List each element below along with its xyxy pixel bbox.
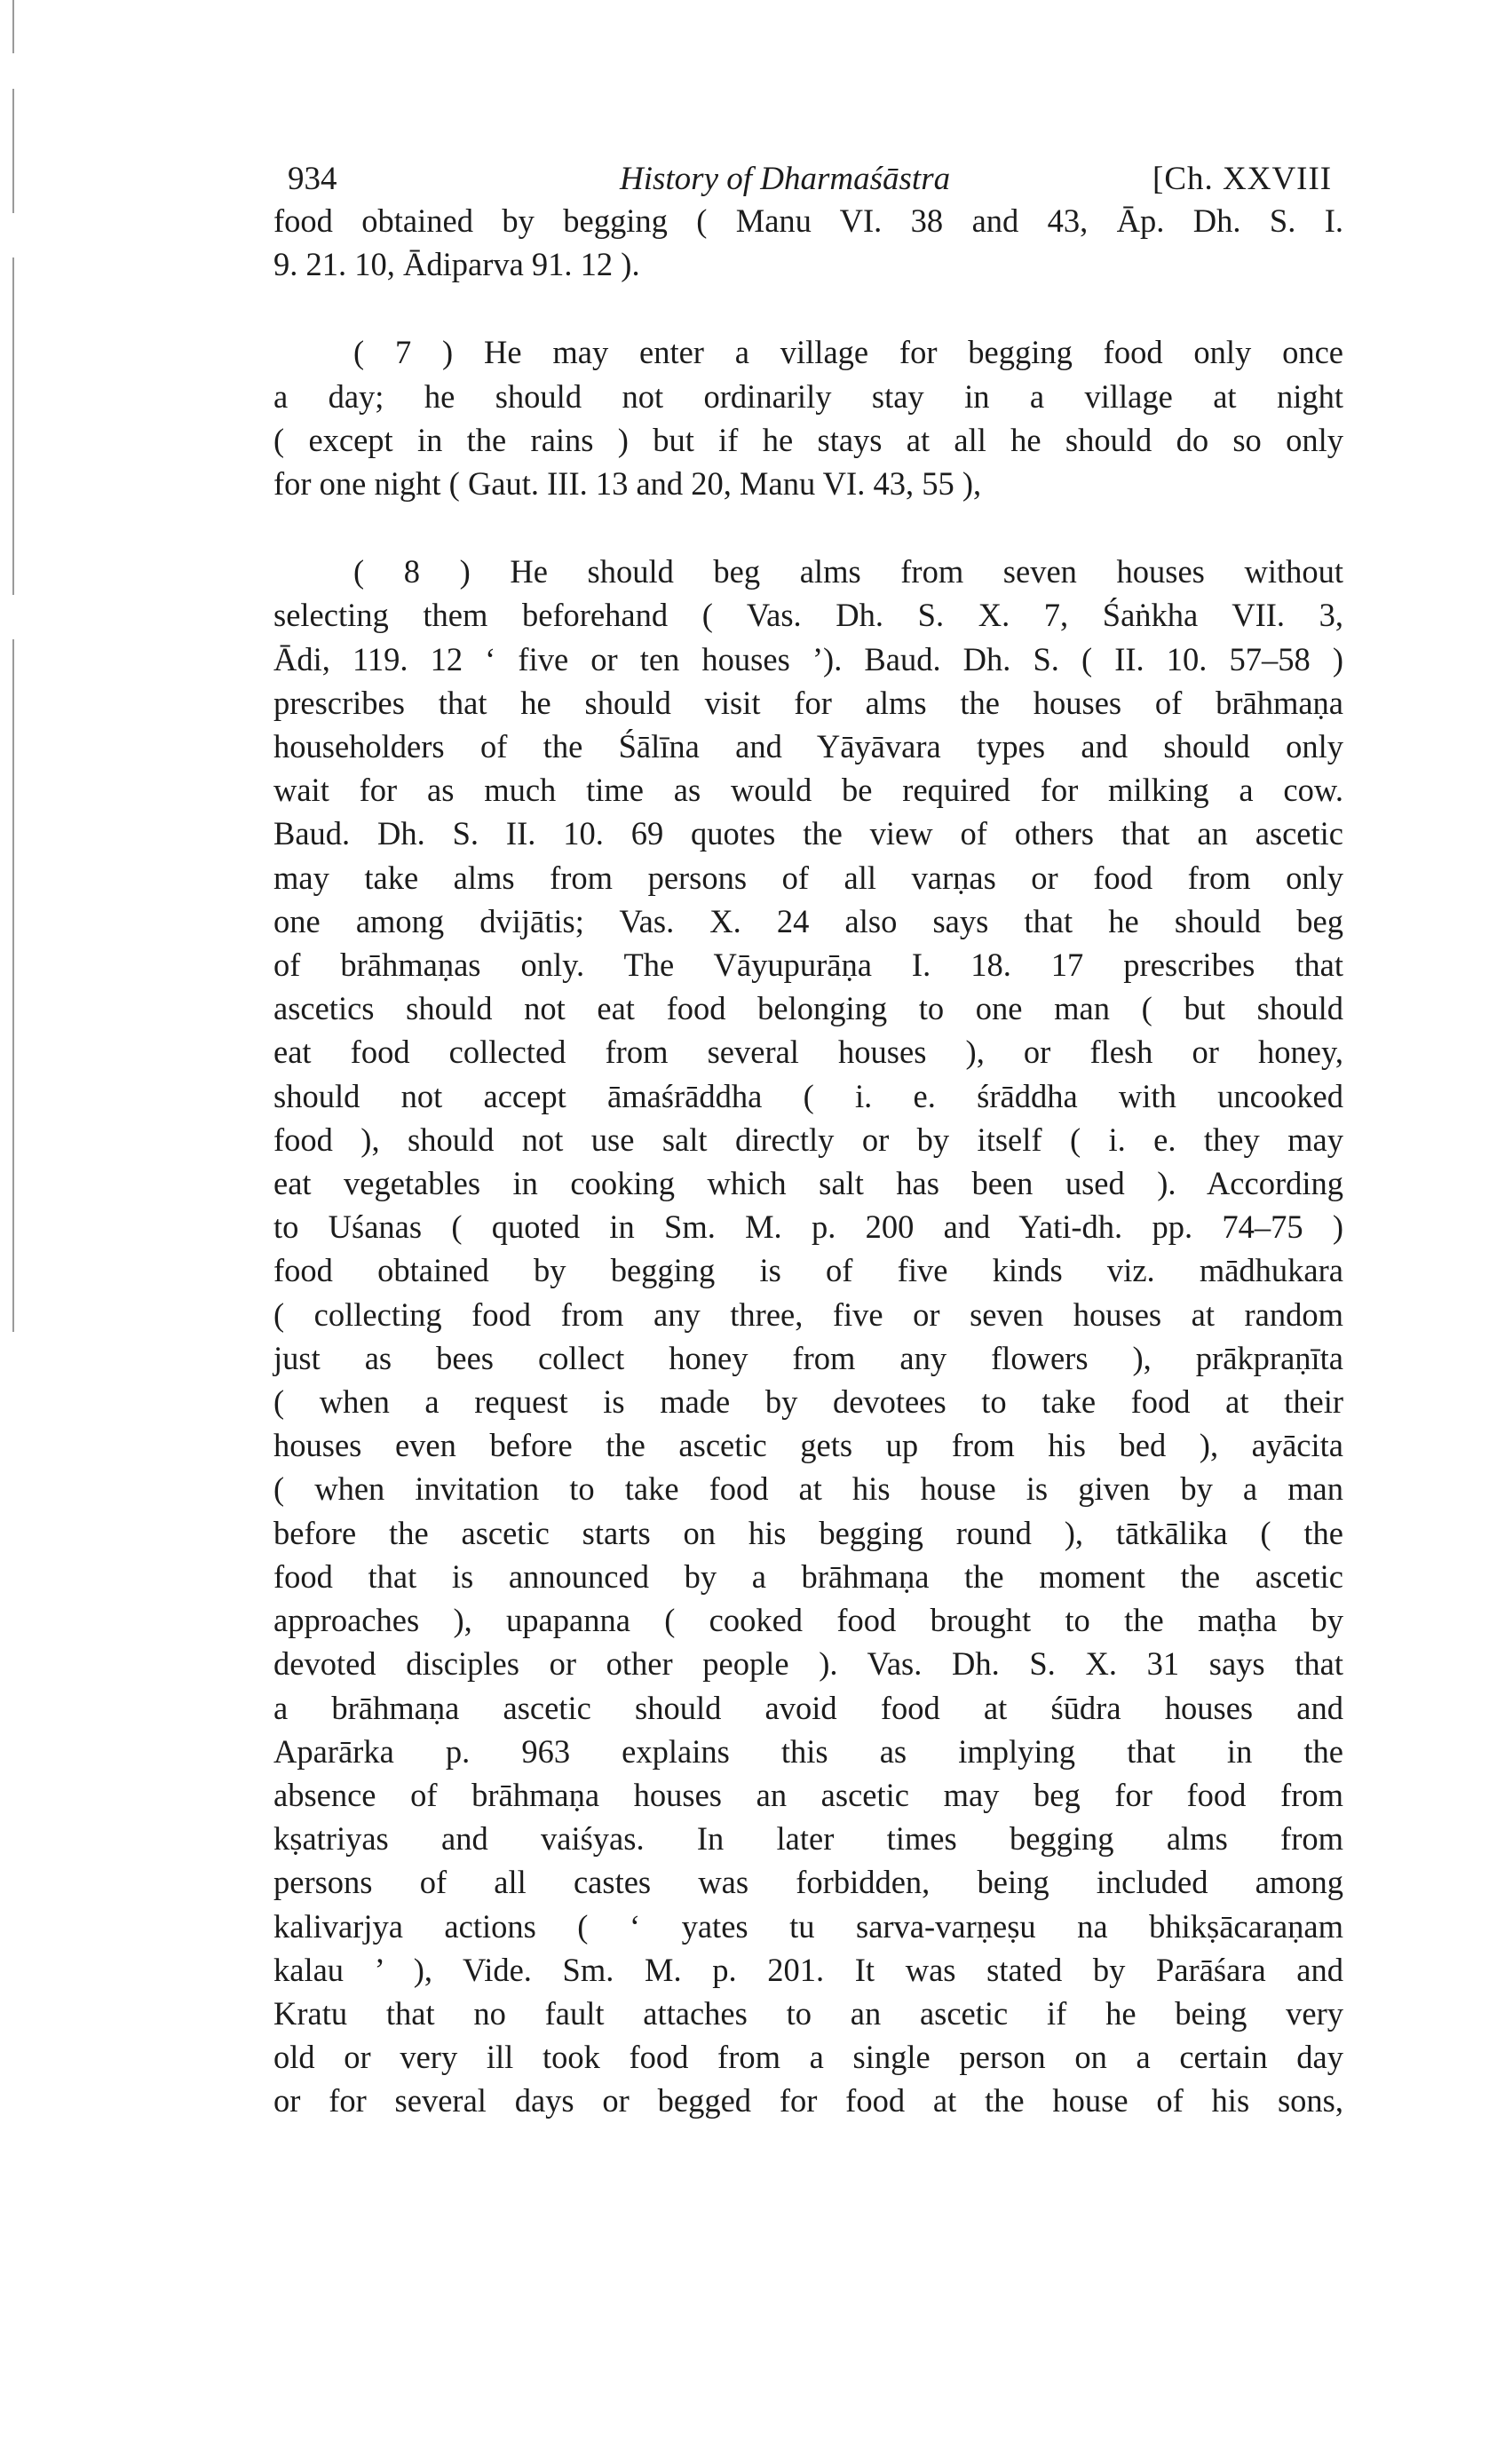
text-line: Kratu that no fault attaches to an ascetic if he being very	[273, 1994, 1343, 2032]
text-line: kalau ’ ), Vide. Sm. M. p. 201. It was stated by Parāśara and	[273, 1951, 1343, 1988]
text-line: persons of all castes was forbidden, being included among	[273, 1864, 1343, 1901]
text-line: selecting them beforehand ( Vas. Dh. S. X. 7, Śaṅkha VII. 3,	[273, 597, 1343, 634]
text-line: wait for as much time as would be required for milking a cow.	[273, 772, 1343, 809]
text-line: food obtained by begging is of five kinds viz. mādhukara	[273, 1252, 1343, 1289]
text-line: to Uśanas ( quoted in Sm. M. p. 200 and Yati-dh. pp. 74–75 )	[273, 1208, 1343, 1246]
text-line: ( 7 ) He may enter a village for begging food only once	[353, 334, 1343, 371]
text-line: ( when a request is made by devotees to take food at their	[273, 1383, 1343, 1421]
running-title: History of Dharmaśāstra	[620, 161, 951, 197]
text-line: Baud. Dh. S. II. 10. 69 quotes the view of others that an ascetic	[273, 815, 1343, 852]
page-number: 934	[288, 161, 337, 197]
text-line: a brāhmaṇa ascetic should avoid food at śūdra houses and	[273, 1689, 1343, 1726]
text-line: ( when invitation to take food at his house is given by a man	[273, 1470, 1343, 1508]
text-line: approaches ), upapanna ( cooked food brought to the maṭha by	[273, 1602, 1343, 1639]
text-line: houses even before the ascetic gets up from his bed ), ayācita	[273, 1427, 1343, 1464]
text-line: devoted disciples or other people ). Vas. Dh. S. X. 31 says that	[273, 1645, 1343, 1683]
scan-edge-line	[12, 639, 14, 1332]
text-line: ( 8 ) He should beg alms from seven houses without	[353, 553, 1343, 590]
text-line: food ), should not use salt directly or by itself ( i. e. they may	[273, 1121, 1343, 1158]
text-line: ( except in the rains ) but if he stays at all he should do so only	[273, 421, 1343, 458]
paragraph	[273, 330, 1343, 505]
text-line: Aparārka p. 963 explains this as implying that in the	[273, 1732, 1343, 1770]
paragraph	[273, 199, 1343, 286]
text-line: should not accept āmaśrāddha ( i. e. śrāddha with uncooked	[273, 1077, 1343, 1114]
text-line: for one night ( Gaut. III. 13 and 20, Manu VI. 43, 55 ),	[273, 465, 982, 503]
text-line: eat food collected from several houses ), or flesh or honey,	[273, 1034, 1343, 1071]
text-line: householders of the Śālīna and Yāyāvara types and should only	[273, 728, 1343, 765]
text-line: old or very ill took food from a single person on a certain day	[273, 2039, 1343, 2076]
book-page	[273, 142, 1343, 2123]
text-line: before the ascetic starts on his begging round ), tātkālika ( the	[273, 1514, 1343, 1551]
text-line: kalivarjya actions ( ‘ yates tu sarva-varṇeṣu na bhikṣācaraṇam	[273, 1907, 1343, 1945]
text-line: prescribes that he should visit for alms the houses of brāhmaṇa	[273, 684, 1343, 721]
scan-edge-line	[12, 257, 14, 595]
paragraph	[273, 550, 1343, 2122]
text-line: Ādi, 119. 12 ‘ five or ten houses ’). Baud. Dh. S. ( II. 10. 57–58 )	[273, 640, 1343, 677]
scan-edge-line	[12, 0, 14, 53]
text-line: kṣatriyas and vaiśyas. In later times begging alms from	[273, 1820, 1343, 1858]
running-header	[273, 142, 1343, 195]
text-line: food that is announced by a brāhmaṇa the moment the ascetic	[273, 1557, 1343, 1595]
text-line: 9. 21. 10, Ādiparva 91. 12 ).	[273, 246, 640, 283]
text-line: eat vegetables in cooking which salt has been used ). According	[273, 1165, 1343, 1202]
text-line: a day; he should not ordinarily stay in a village at night	[273, 377, 1343, 415]
text-line: ( collecting food from any three, five or seven houses at random	[273, 1295, 1343, 1333]
text-line: just as bees collect honey from any flowers ), prākpraṇīta	[273, 1339, 1343, 1376]
text-line: ascetics should not eat food belonging to one man ( but should	[273, 990, 1343, 1027]
text-line: or for several days or begged for food at the house of his sons,	[273, 2082, 1343, 2119]
text-line: one among dvijātis; Vas. X. 24 also says that he should beg	[273, 902, 1343, 939]
text-line: of brāhmaṇas only. The Vāyupurāṇa I. 18. 17 prescribes that	[273, 947, 1343, 984]
scan-edge-line	[12, 89, 14, 213]
chapter-reference: [Ch. XXVIII	[1152, 161, 1333, 197]
text-line: may take alms from persons of all varṇas or food from only	[273, 859, 1343, 896]
text-line: absence of brāhmaṇa houses an ascetic may beg for food from	[273, 1776, 1343, 1813]
text-line: food obtained by begging ( Manu VI. 38 and 43, Āp. Dh. S. I.	[273, 202, 1343, 239]
body-text	[273, 199, 1343, 2123]
